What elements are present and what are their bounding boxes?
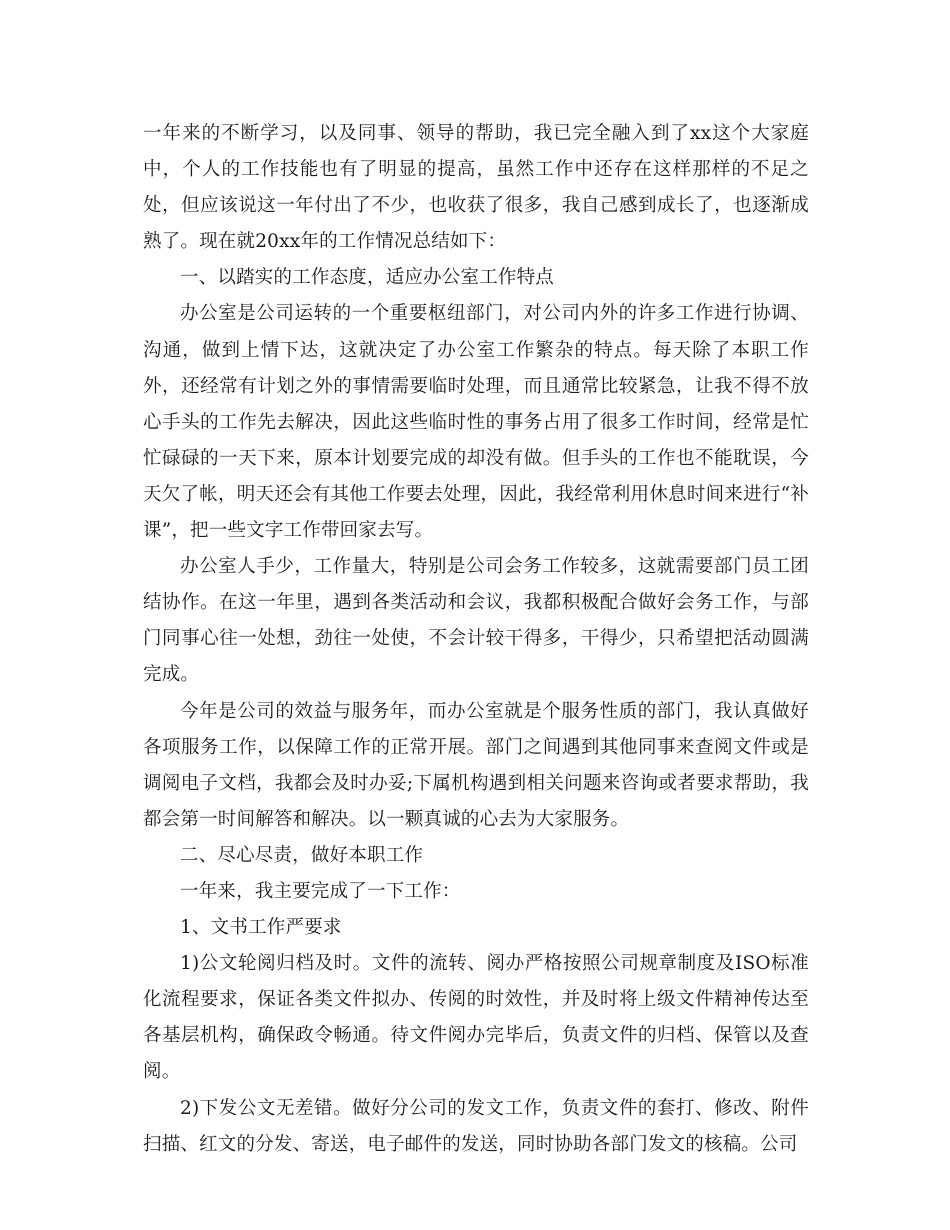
paragraph-intro: 一年来的不断学习，以及同事、领导的帮助，我已完全融入到了xx这个大家庭中，个人的工作技能也有了明显的提高，虽然工作中还存在这样那样的不足之处，但应该说这一年付出了不少，也收获了很多，我自己感到成长了，也逐渐成熟了。现在就20xx年的工作情况总结如下： <box>143 123 809 253</box>
section-heading-1: 一、以踏实的工作态度，适应办公室工作特点 <box>180 267 555 289</box>
subheading-clerical: 1、文书工作严要求 <box>180 917 342 939</box>
paragraph-work-intro: 一年来，我主要完成了一下工作： <box>180 880 461 902</box>
document-body <box>143 116 809 1163</box>
section-heading-2: 二、尽心尽责，做好本职工作 <box>180 844 424 866</box>
list-item-issuing: 2)下发公文无差错。做好分公司的发文工作，负责文件的套打、修改、附件扫描、红文的分发、寄送，电子邮件的发送，同时协助各部门发文的核稿。公司 <box>143 1097 809 1155</box>
list-item-archiving: 1)公文轮阅归档及时。文件的流转、阅办严格按照公司规章制度及ISO标准化流程要求，保证各类文件拟办、传阅的时效性，并及时将上级文件精神传达至各基层机构，确保政令畅通。待文件阅办完毕后，负责文件的归档、保管以及查阅。 <box>143 953 809 1083</box>
paragraph-office-hub: 办公室是公司运转的一个重要枢纽部门，对公司内外的许多工作进行协调、沟通，做到上情下达，这就决定了办公室工作繁杂的特点。每天除了本职工作外，还经常有计划之外的事情需要临时处理，而且通常比较紧急，让我不得不放心手头的工作先去解决，因此这些临时性的事务占用了很多工作时间，经常是忙忙碌碌的一天下来，原本计划要完成的却没有做。但手头的工作也不能耽误，今天欠了帐，明天还会有其他工作要去处理，因此，我经常利用休息时间来进行“补课”，把一些文字工作带回家去写。 <box>143 303 809 542</box>
paragraph-service: 今年是公司的效益与服务年，而办公室就是个服务性质的部门，我认真做好各项服务工作，以保障工作的正常开展。部门之间遇到其他同事来查阅文件或是调阅电子文档，我都会及时办妥;下属机构遇到相关问题来咨询或者要求帮助，我都会第一时间解答和解决。以一颗真诚的心去为大家服务。 <box>143 700 809 830</box>
paragraph-teamwork: 办公室人手少，工作量大，特别是公司会务工作较多，这就需要部门员工团结协作。在这一年里，遇到各类活动和会议，我都积极配合做好会务工作，与部门同事心往一处想，劲往一处使，不会计较干得多，干得少，只希望把活动圆满完成。 <box>143 556 809 686</box>
